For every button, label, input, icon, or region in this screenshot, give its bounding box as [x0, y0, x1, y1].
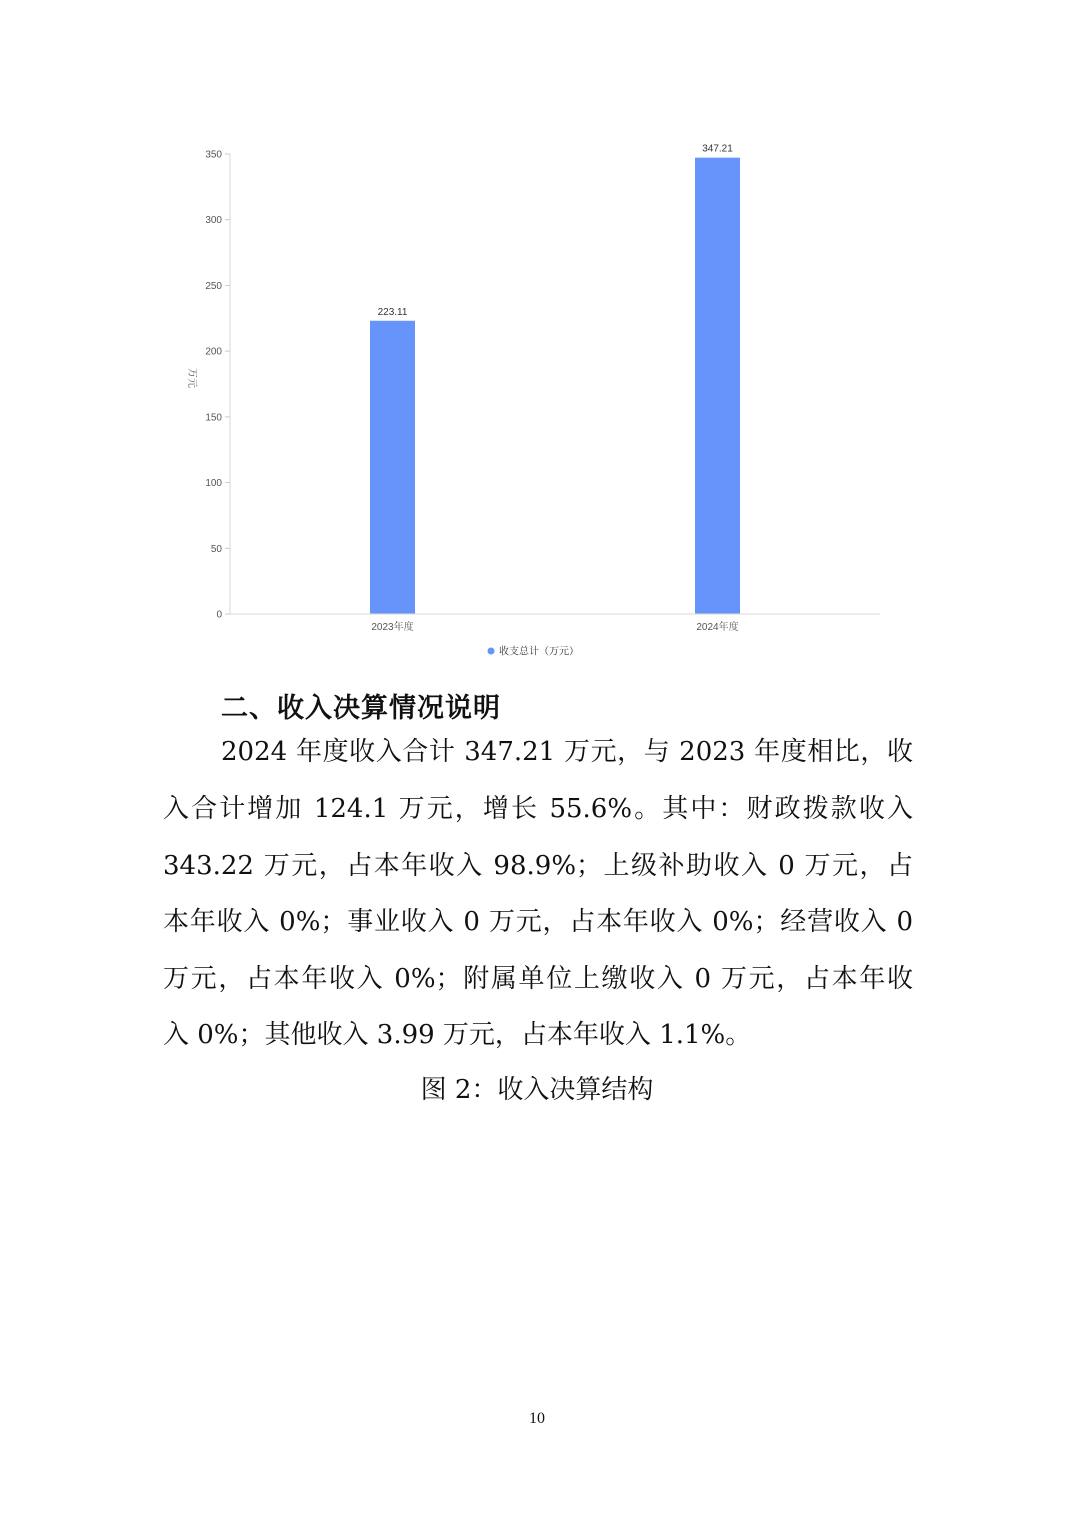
bar-data-label: 223.11: [377, 306, 408, 318]
figure-caption: 图 2：收入决算结构: [420, 1075, 654, 1105]
income-expenditure-bar-chart: [0, 0, 1074, 680]
y-tick-label: 250: [205, 280, 222, 292]
section-heading: 二、收入决算情况说明: [221, 693, 501, 724]
bar: [370, 321, 415, 614]
y-tick-label: 50: [210, 543, 222, 555]
legend: [488, 645, 580, 658]
y-tick-label: 300: [205, 215, 222, 227]
x-axis: [230, 614, 880, 633]
bar-series: [370, 144, 740, 614]
bar: [695, 158, 740, 614]
paragraph-line: 2024 年度收入合计 347.21 万元，与 2023 年度相比，收: [221, 737, 913, 767]
y-axis: [205, 150, 230, 621]
x-tick-label: 2023年度: [371, 622, 414, 633]
y-tick-label: 200: [205, 346, 222, 358]
legend-label: 收支总计（万元）: [499, 646, 579, 658]
page-number: 10: [529, 1410, 545, 1427]
paragraph-line: 万元，占本年收入 0%；附属单位上缴收入 0 万元，占本年收: [163, 964, 913, 994]
y-tick-label: 150: [205, 412, 222, 424]
paragraph-line: 入合计增加 124.1 万元，增长 55.6%。其中：财政拨款收入: [163, 794, 913, 824]
y-axis-label: 万元: [186, 368, 197, 388]
paragraph-line: 本年收入 0%；事业收入 0 万元，占本年收入 0%；经营收入 0: [163, 907, 913, 937]
y-tick-label: 100: [205, 478, 222, 490]
y-tick-label: 0: [216, 609, 222, 621]
bar-data-label: 347.21: [702, 143, 733, 155]
y-tick-label: 350: [205, 149, 222, 161]
paragraph-line: 343.22 万元，占本年收入 98.9%；上级补助收入 0 万元，占: [163, 851, 913, 881]
x-tick-label: 2024年度: [696, 622, 739, 633]
legend-swatch: [488, 648, 495, 655]
paragraph-line: 入 0%；其他收入 3.99 万元，占本年收入 1.1%。: [163, 1020, 752, 1050]
